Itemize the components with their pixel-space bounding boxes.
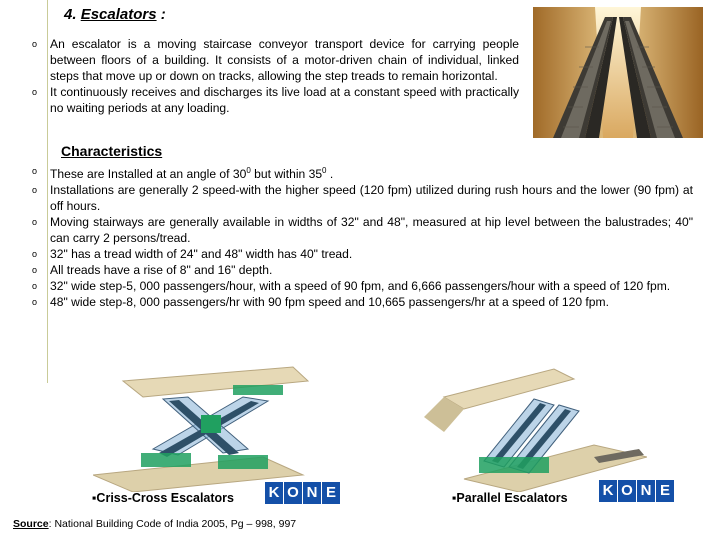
bullet-marker: o	[32, 249, 38, 260]
bullet-marker: o	[32, 39, 38, 49]
source-note	[13, 518, 296, 530]
bullet-marker: o	[32, 297, 38, 308]
criss-cross-escalator-diagram	[93, 357, 318, 492]
bullet-marker: o	[32, 166, 38, 176]
title-number: 4.	[64, 6, 77, 23]
title-main: Escalators	[80, 6, 157, 23]
characteristic-text: Moving stairways are generally available in widths of 32" and 48", measured at hip level between the balustrades; 40" can carry 2 persons/tread.	[50, 215, 693, 246]
characteristic-text: All treads have a rise of 8" and 16" depth.	[50, 263, 273, 278]
slide-title	[64, 6, 166, 23]
parallel-caption: ▪Parallel Escalators	[452, 491, 568, 505]
characteristic-item	[13, 182, 693, 214]
characteristic-text: 32" has a tread width of 24" and 48" width has 40" tread.	[50, 247, 353, 262]
characteristic-item	[13, 246, 693, 262]
parallel-escalator-diagram	[424, 357, 647, 492]
characteristic-text: These are Installed at an angle of $30^0$ but within $35^0$ .	[50, 166, 334, 182]
bullet-marker: o	[32, 87, 38, 97]
characteristics-heading: Characteristics	[61, 143, 163, 159]
characteristic-item	[13, 163, 693, 182]
intro-item	[13, 36, 519, 84]
kone-logo: K O N E	[265, 482, 340, 504]
characteristic-item	[13, 278, 693, 294]
title-suffix: :	[160, 6, 166, 23]
bullet-marker: o	[32, 217, 38, 228]
source-text: : National Building Code of India 2005, Pg – 998, 997	[48, 518, 297, 530]
bullet-marker: o	[32, 265, 38, 276]
characteristics-list	[13, 163, 693, 310]
source-label: Source	[13, 518, 49, 530]
intro-list	[13, 36, 519, 116]
characteristic-text: Installations are generally 2 speed-with the higher speed (120 fpm) utilized during rush hours and the lower (90 fpm) at off hours.	[50, 183, 693, 214]
characteristic-item	[13, 214, 693, 246]
kone-logo: K O N E	[599, 480, 674, 502]
characteristic-item	[13, 294, 693, 310]
characteristic-item	[13, 262, 693, 278]
escalator-photo	[533, 7, 703, 138]
criss-cross-caption: ▪Criss-Cross Escalators	[92, 491, 234, 505]
intro-item	[13, 84, 519, 116]
characteristic-text: 32" wide step-5, 000 passengers/hour, with a speed of 90 fpm, and 6,666 passengers/hour with a speed of 120 fpm.	[50, 279, 671, 294]
intro-text: An escalator is a moving staircase conveyor transport device for carrying people between floors of a building. It consists of a motor-driven chain of individual, linked steps that move up or down on tracks, allowing the step treads to remain horizontal.	[50, 37, 519, 83]
bullet-marker: o	[32, 281, 38, 292]
bullet-marker: o	[32, 185, 38, 196]
intro-text: It continuously receives and discharges its live load at a constant speed with practically no waiting periods at any loading.	[50, 85, 519, 115]
characteristic-text: 48" wide step-8, 000 passengers/hr with 90 fpm speed and 10,665 passengers/hr at a speed of 120 fpm.	[50, 295, 609, 310]
